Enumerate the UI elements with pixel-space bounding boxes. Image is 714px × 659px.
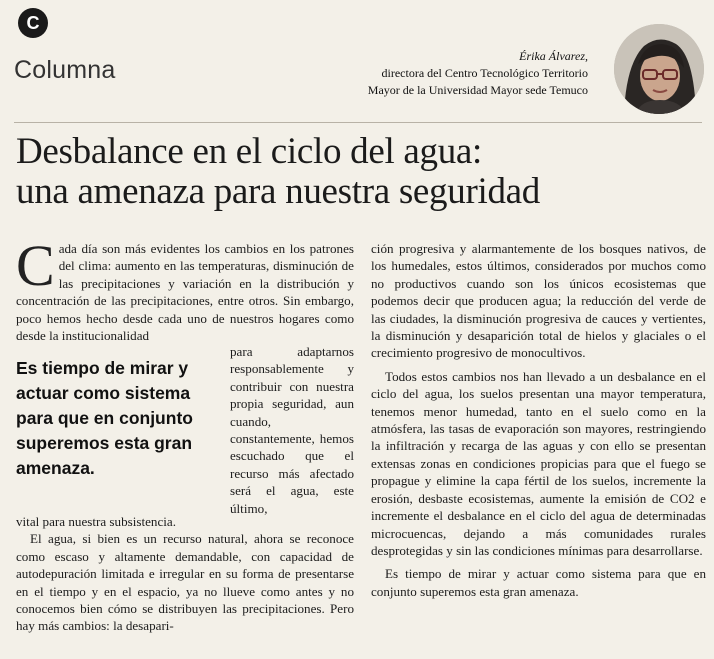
author-role-line2: Mayor de la Universidad Mayor sede Temuco bbox=[367, 83, 588, 97]
headline-line2: una amenaza para nuestra seguridad bbox=[16, 171, 540, 212]
author-name: Érika Álvarez, bbox=[519, 49, 588, 63]
paragraph-1-end: vital para nuestra subsistencia. bbox=[16, 514, 176, 529]
author-credit bbox=[368, 48, 588, 99]
paragraph-2: El agua, si bien es un recurso natural, ahora se reconoce como escaso y altamente demandable, con capacidad de autodepuración limitada e irregular en su forma de presentarse en el tiempo y en el espacio, ya no llueve como antes y no conocemos bien cómo se distribuyen las precipitaciones. Pero hay más cambios: la desapari- bbox=[16, 531, 354, 634]
author-role-line1: directora del Centro Tecnológico Territorio bbox=[381, 66, 588, 80]
section-label: Columna bbox=[14, 56, 116, 84]
headline bbox=[16, 132, 706, 212]
header-divider bbox=[14, 122, 702, 123]
paragraph-1-mid: para adaptarnos responsablemente y contribuir con nuestra propia seguridad, aun cuando, constantemente, hemos escuchado que el recurso más afectado será el agua, este último, bbox=[230, 344, 354, 516]
paragraph-2-continued: ción progresiva y alarmantemente de los bosques nativos, de los humedales, estos últimos, considerados por muchos como no productivos cuando son los únicos ecosistemas que podemos decir que producen agua; la reducción del verde de las ciudades, la disminución progresiva de cauces y vertientes, la disminución y desaparición total de hielos y glaciales o el crecimiento progresivo de monocultivos. bbox=[371, 241, 706, 361]
body-column-right bbox=[371, 240, 706, 600]
headline-line1: Desbalance en el ciclo del agua: bbox=[16, 131, 483, 172]
author-photo bbox=[614, 24, 704, 114]
paragraph-1-top-text: ada día son más evidentes los cambios en los patrones del clima: aumento en las temperaturas, disminución de las precipitaciones y variación en la distribución y concentración de las precipitaciones, entre otros. Sin embargo, poco hemos hecho desde cada uno de nuestros hogares como desde la institucionalidad bbox=[16, 241, 354, 344]
column-badge: C bbox=[18, 8, 48, 38]
paragraph-4: Es tiempo de mirar y actuar como sistema para que en conjunto superemos esta gran amenaza. bbox=[371, 566, 706, 599]
body-column-left-wrap bbox=[230, 343, 354, 517]
body-column-left-top bbox=[16, 233, 354, 344]
body-column-left-bottom bbox=[16, 513, 354, 635]
paragraph-1-top bbox=[16, 233, 354, 344]
paragraph-3: Todos estos cambios nos han llevado a un desbalance en el ciclo del agua, los suelos presentan una mayor temperatura, tenemos menor humedad, tanto en el suelo como en la atmósfera, las tasas de evaporación son mayores, restringiendo la infiltración y recarga de las aguas y con ello se presentan extensas zonas en condiciones propicias para que el fuego se propague y elimine la capa fértil de los suelos, incremente la erosión, desbaste ecosistemas, aumente la emisión de CO2 e incremente el desbalance en el ciclo del agua de determinadas microcuencas, dejando a más comunidades rurales desprotegidas y sin las condiciones mínimas para desarrollarse. bbox=[371, 368, 706, 558]
pull-quote: Es tiempo de mirar y actuar como sistema para que en conjunto superemos esta gran amenaza. bbox=[16, 358, 193, 478]
drop-cap: C bbox=[16, 233, 55, 298]
